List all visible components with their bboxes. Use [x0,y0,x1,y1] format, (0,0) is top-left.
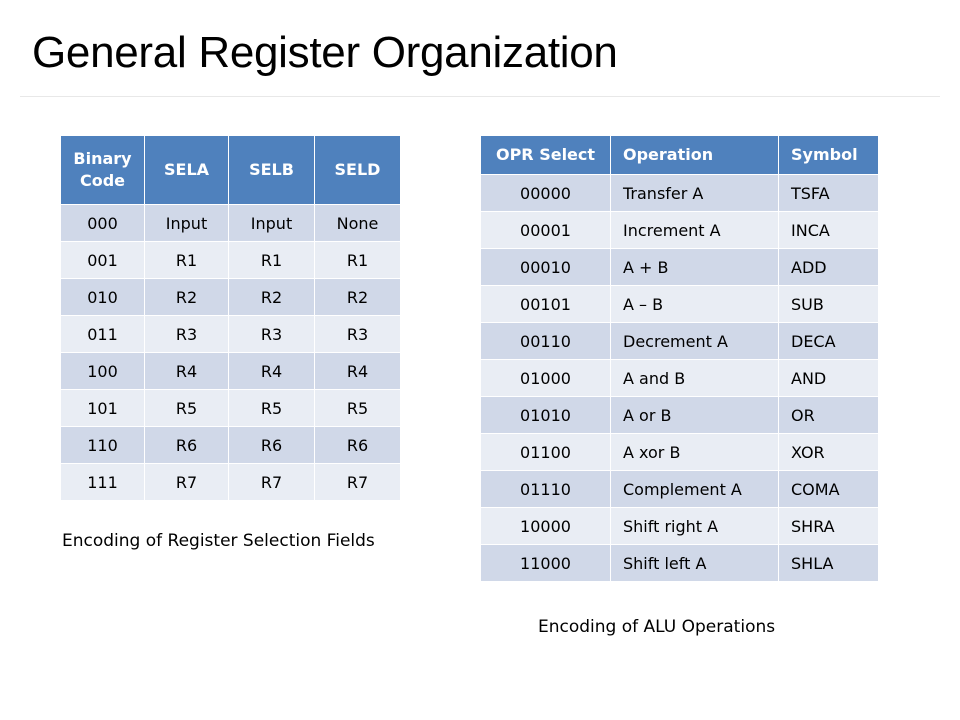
table-cell: 00000 [481,175,611,212]
table-cell: Input [145,205,229,242]
table-cell: R7 [315,464,401,501]
table-row [61,205,401,242]
table-header-row [61,136,401,205]
table-cell: R3 [145,316,229,353]
table-row [481,545,879,582]
table-row [61,242,401,279]
table-cell: Increment A [611,212,779,249]
table-row [61,464,401,501]
table-cell: R4 [229,353,315,390]
table-cell: Decrement A [611,323,779,360]
table-cell: A and B [611,360,779,397]
table-cell: OR [779,397,879,434]
table-row [481,360,879,397]
header-operation: Operation [611,136,779,175]
table-cell: 01100 [481,434,611,471]
table-cell: 00101 [481,286,611,323]
table-cell: A + B [611,249,779,286]
table-cell: R7 [145,464,229,501]
table-cell: R4 [315,353,401,390]
table-cell: A or B [611,397,779,434]
table-cell: None [315,205,401,242]
table-row [61,279,401,316]
table-row [61,353,401,390]
table-cell: 100 [61,353,145,390]
table-row [61,316,401,353]
table-cell: 00010 [481,249,611,286]
header-sela: SELA [145,136,229,205]
table-cell: R5 [145,390,229,427]
table-cell: 00001 [481,212,611,249]
table-cell: R2 [315,279,401,316]
alu-table-caption: Encoding of ALU Operations [538,617,776,637]
table-cell: A xor B [611,434,779,471]
table-row [481,471,879,508]
table-cell: R6 [145,427,229,464]
title-divider [20,96,940,97]
table-cell: R2 [145,279,229,316]
register-table-caption: Encoding of Register Selection Fields [62,531,375,551]
table-cell: 101 [61,390,145,427]
table-cell: R2 [229,279,315,316]
table-cell: R3 [315,316,401,353]
header-seld: SELD [315,136,401,205]
table-cell: R1 [229,242,315,279]
table-row [61,427,401,464]
table-cell: 111 [61,464,145,501]
header-selb: SELB [229,136,315,205]
table-cell: 011 [61,316,145,353]
table-cell: TSFA [779,175,879,212]
table-row [481,249,879,286]
table-cell: DECA [779,323,879,360]
table-cell: R7 [229,464,315,501]
table-cell: A – B [611,286,779,323]
table-cell: INCA [779,212,879,249]
table-cell: R1 [145,242,229,279]
slide-title: General Register Organization [32,28,618,77]
table-row [481,434,879,471]
table-cell: R3 [229,316,315,353]
table-cell: 01000 [481,360,611,397]
table-cell: 10000 [481,508,611,545]
table-cell: SHRA [779,508,879,545]
table-cell: R1 [315,242,401,279]
table-cell: Shift left A [611,545,779,582]
table-cell: R4 [145,353,229,390]
table-cell: 010 [61,279,145,316]
table-row [481,323,879,360]
table-row [481,397,879,434]
table-row [481,175,879,212]
table-cell: COMA [779,471,879,508]
table-cell: 11000 [481,545,611,582]
table-cell: R5 [229,390,315,427]
table-cell: 110 [61,427,145,464]
table-cell: Complement A [611,471,779,508]
table-cell: 001 [61,242,145,279]
table-cell: R5 [315,390,401,427]
table-cell: Transfer A [611,175,779,212]
header-symbol: Symbol [779,136,879,175]
table-cell: SHLA [779,545,879,582]
table-cell: XOR [779,434,879,471]
table-cell: R6 [315,427,401,464]
header-binary-code: Binary Code [61,136,145,205]
table-row [481,286,879,323]
table-cell: 000 [61,205,145,242]
table-cell: Input [229,205,315,242]
table-row [481,508,879,545]
table-cell: 01010 [481,397,611,434]
table-cell: AND [779,360,879,397]
table-cell: 00110 [481,323,611,360]
alu-operations-table [480,135,879,582]
table-row [481,212,879,249]
table-cell: 01110 [481,471,611,508]
table-cell: SUB [779,286,879,323]
table-header-row [481,136,879,175]
table-cell: Shift right A [611,508,779,545]
table-cell: ADD [779,249,879,286]
header-opr-select: OPR Select [481,136,611,175]
table-cell: R6 [229,427,315,464]
register-selection-table [60,135,401,501]
table-row [61,390,401,427]
